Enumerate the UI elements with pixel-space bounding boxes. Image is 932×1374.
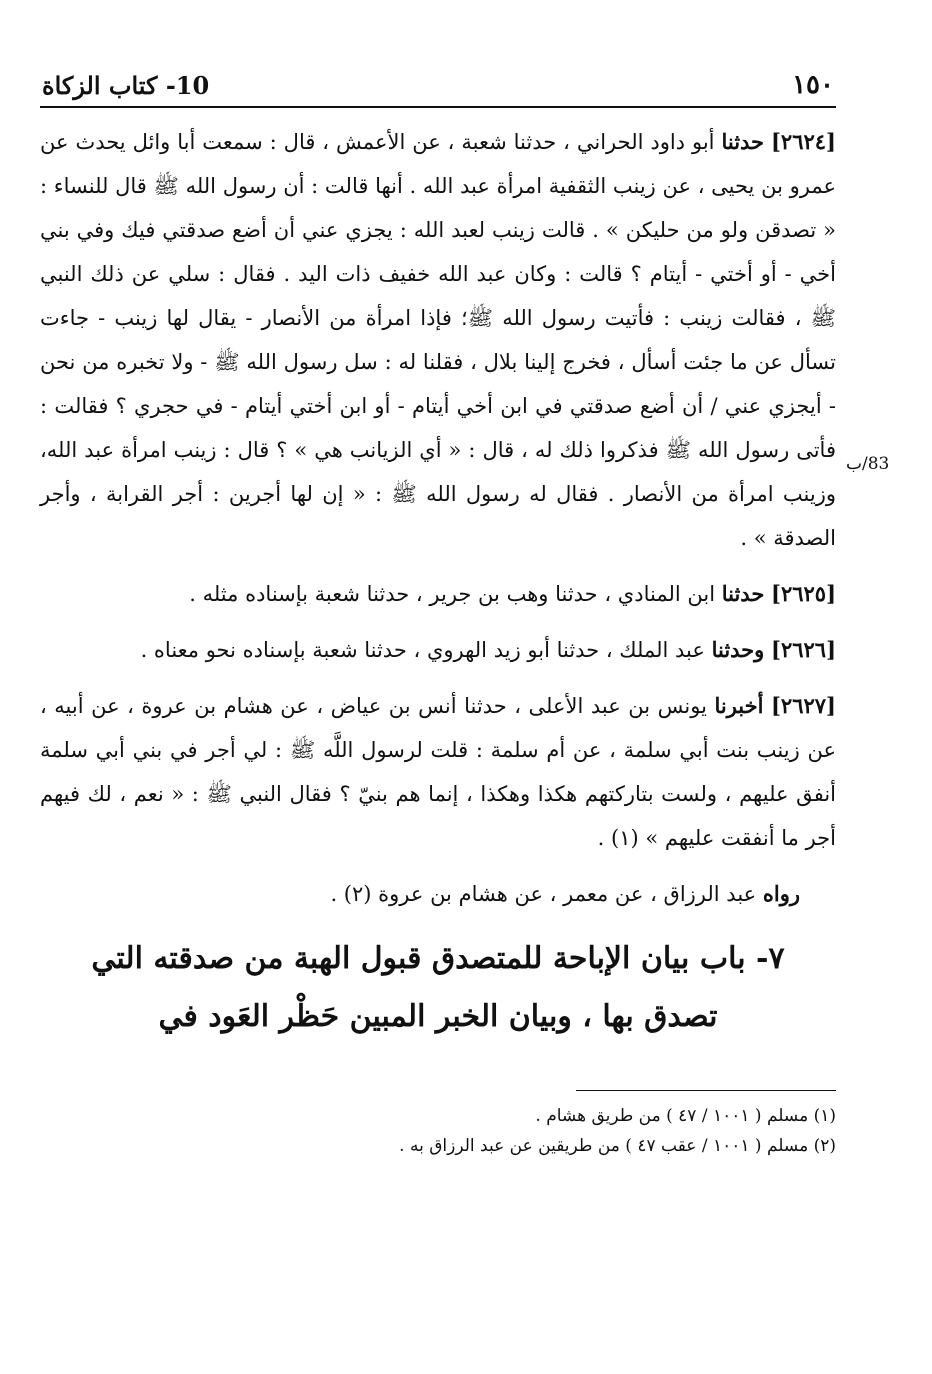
hadith-number: [٢٦٢٤] — [770, 129, 836, 154]
footnote-2: (٢) مسلم ( ١٠٠١ / عقب ٤٧ ) من طريقين عن عبد الرزاق به . — [399, 1136, 836, 1156]
hadith-lead: أخبرنا — [714, 693, 764, 718]
narration-text: عبد الرزاق ، عن معمر ، عن هشام بن عروة (٢) . — [330, 882, 757, 906]
hadith-number: [٢٦٢٧] — [770, 693, 836, 718]
chapter-heading-line-1: ٧- باب بيان الإباحة للمتصدق قبول الهبة من صدقته التي — [91, 941, 785, 976]
hadith-text: ابن المنادي ، حدثنا وهب بن جرير ، حدثنا شعبة بإسناده مثله . — [189, 582, 716, 606]
chapter-heading-line-2: تصدق بها ، وبيان الخبر المبين حَظْر العَود في — [158, 999, 718, 1034]
footnote-1: (١) مسلم ( ١٠٠١ / ٤٧ ) من طريق هشام . — [535, 1106, 836, 1126]
hadith-2624 — [40, 120, 836, 560]
hadith-lead: وحدثنا — [711, 637, 765, 662]
hadith-lead: حدثنا — [721, 581, 765, 606]
page-number: ١٥٠ — [792, 70, 834, 100]
page-header — [40, 60, 836, 108]
hadith-text: أبو داود الحراني ، حدثنا شعبة ، عن الأعمش ، قال : سمعت أبا وائل يحدث عن عمرو بن يحيى ، عن زينب الثقفية امرأة عبد الله . أنها قالت : أن رسول الله ﷺ قال للنساء : « تصدقن ولو من حليكن » . قالت زينب لعبد الله : يجزي عني أن أضع صدقتي فيك وفي بني أخي - أو أختي - أيتام ؟ قالت : وكان عبد الله خفيف ذات اليد . فقال : سلي عن ذلك النبي ﷺ ، فقالت زينب : فأتيت رسول الله ﷺ؛ فإذا امرأة من الأنصار - يقال لها زينب - جاءت تسأل عن ما جئت أسأل ، فخرج إلينا بلال ، فقلنا له : سل رسول الله ﷺ - ولا تخبره من نحن - أيجزي عني / أن أضع صدقتي في ابن أخي أيتام - أو ابن أختي أيتام - في حجري ؟ فقالت : فأتى رسول الله ﷺ فذكروا ذلك له ، قال : « أي الزيانب هي » ؟ قال : زينب امرأة عبد الله، وزينب امرأة من الأنصار . فقال له رسول الله ﷺ : « إن لها أجرين : أجر القرابة ، وأجر الصدقة » . — [40, 130, 836, 550]
hadith-number: [٢٦٢٥] — [771, 581, 836, 606]
footnote-divider — [576, 1090, 836, 1091]
hadith-lead: حدثنا — [721, 129, 765, 154]
hadith-text: يونس بن عبد الأعلى ، حدثنا أنس بن عياض ، عن هشام بن عروة ، عن أبيه ، عن زينب بنت أبي سلمة ، عن أم سلمة : قلت لرسول اللَّه ﷺ : لي أجر في بني أبي سلمة أنفق عليهم ، ولست بتاركتهم هكذا وهكذا ، إنما هم بنيّ ؟ فقال النبي ﷺ : « نعم ، لك فيهم أجر ما أنفقت عليهم » (١) . — [40, 694, 836, 850]
narration-note — [40, 872, 836, 916]
narration-lead: رواه — [762, 881, 800, 906]
hadith-2625 — [40, 572, 836, 616]
hadith-2627 — [40, 684, 836, 860]
book-title: 10- كتاب الزكاة — [42, 71, 210, 100]
page-body — [40, 120, 836, 1161]
hadith-number: [٢٦٢٦] — [771, 637, 836, 662]
chapter-heading — [40, 930, 836, 1046]
manuscript-folio-note: 83/ب — [846, 454, 890, 474]
book-page — [40, 60, 836, 1161]
hadith-2626 — [40, 628, 836, 672]
hadith-text: عبد الملك ، حدثنا أبو زيد الهروي ، حدثنا شعبة بإسناده نحو معناه . — [140, 638, 705, 662]
